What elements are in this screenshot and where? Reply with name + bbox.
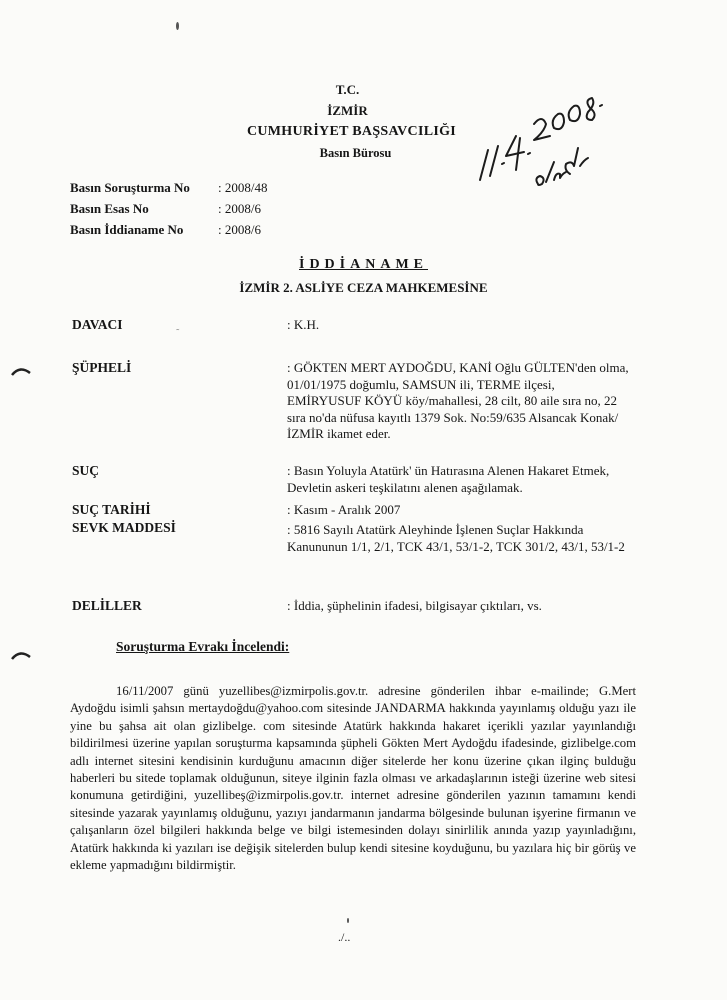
field-value-deliller: : İddia, şüphelinin ifadesi, bilgisayar çıktıları, vs. <box>287 598 542 613</box>
field-label-sevk: SEVK MADDESİ <box>72 520 176 535</box>
field-value-supheli: : GÖKTEN MERT AYDOĞDU, KANİ Oğlu GÜLTEN'den olma, 01/01/1975 doğumlu, SAMSUN ili, TERME ilçesi, EMİRYUSUF KÖYÜ köy/mahallesi, 28 cilt, 80 aile sıra no, 22 sıra no'da nüfusa kayıtlı 1379 Sok. No:59/635 Alsancak Konak/ İZMİR ikamet eder. <box>287 360 629 441</box>
handwritten-date-annotation <box>468 88 618 198</box>
field-label-supheli: ŞÜPHELİ <box>72 360 132 375</box>
scan-speck <box>347 918 349 923</box>
section-paragraph: 16/11/2007 günü yuzellibes@izmirpolis.gov.tr. adresine gönderilen ihbar e-mailinde; G.Mert Aydoğdu isimli şahsın mertaydoğdu@yahoo.com sitesinde JANDARMA hakkında yayınlamış olduğu yazı ile yine bu şahsa ait olan gizlibelge. com sitesinde Atatürk hakkında hakaret içerikli yazılar yayınlandığı bildirilmesi üzerine yapılan soruşturma kapsamında şüpheli Gökten Mert Aydoğdu ifadesinde, gizlibelge.com adlı internet sitesini kendisinin kurduğunu amacının diğer sitelerde her konu üzerine çıkan ilginç bulduğu haberleri bu sitede toplamak olduğunun, siteye ilginin fazla olması ve arkadaşlarının isteği üzerine web sitesi konumuna getirdiğini, yuzellibeş@izmirpolis.gov.tr. internet adresine gönderilen yazının tamamını kendi sitesinde yazarak yayınlamış olduğunu, yazıyı jandarmanın jandarma bölgesinde bulunan işyerine firmanın ve çalışanların özel bilgileri hakkında belge ve bilgi istemesinden dolayı sinirlilik anında yazıp yayınladığını, Atatürk hakkında ki yazıları ise değişik sitelerden bulup kendi sitesine koyduğunu, bu yazılara hiç bir görüş ve ekleme yapmadığını bildirmiştir. <box>70 684 636 873</box>
field-value-suc: : Basın Yoluyla Atatürk' ün Hatırasına Alenen Hakaret Etmek, Devletin askeri teşkilatını alenen aşağılamak. <box>287 463 610 495</box>
field-label-suc-tarihi: SUÇ TARİHİ <box>72 502 151 517</box>
header-bureau: Basın Bürosu <box>319 146 392 160</box>
meta-label-iddianame: Basın İddianame No <box>70 222 184 237</box>
meta-value-sorusturma: : 2008/48 <box>218 180 268 195</box>
scan-tick: ˜ <box>176 328 180 339</box>
court-name: İZMİR 2. ASLİYE CEZA MAHKEMESİNE <box>239 280 488 295</box>
punch-hole-mark <box>10 648 32 660</box>
header-office: CUMHURİYET BAŞSAVCILIĞI <box>246 124 457 139</box>
field-label-suc: SUÇ <box>72 463 100 478</box>
field-label-davaci: DAVACI <box>72 317 123 332</box>
field-value-davaci: : K.H. <box>287 317 320 332</box>
handwriting-drawing <box>468 88 618 198</box>
meta-label-sorusturma: Basın Soruşturma No <box>70 180 190 195</box>
punch-hole-mark <box>10 364 32 376</box>
scan-speck <box>176 22 179 30</box>
section-title: Soruşturma Evrakı İncelendi: <box>116 639 290 654</box>
meta-label-esas: Basın Esas No <box>70 201 149 216</box>
meta-value-esas: : 2008/6 <box>218 201 261 216</box>
header-tc: T.C. <box>335 82 360 97</box>
header-city: İZMİR <box>327 103 368 118</box>
document-title: İDDİANAME <box>299 257 428 272</box>
field-value-suc-tarihi: : Kasım - Aralık 2007 <box>287 502 401 517</box>
meta-value-iddianame: : 2008/6 <box>218 222 261 237</box>
field-label-deliller: DELİLLER <box>72 598 142 613</box>
page-continuation-mark: ./.. <box>338 930 351 944</box>
field-value-sevk: : 5816 Sayılı Atatürk Aleyhinde İşlenen Suçlar Hakkında Kanununun 1/1, 2/1, TCK 43/1, 53/1-2, TCK 301/2, 43/1, 53/1-2 <box>287 522 625 554</box>
